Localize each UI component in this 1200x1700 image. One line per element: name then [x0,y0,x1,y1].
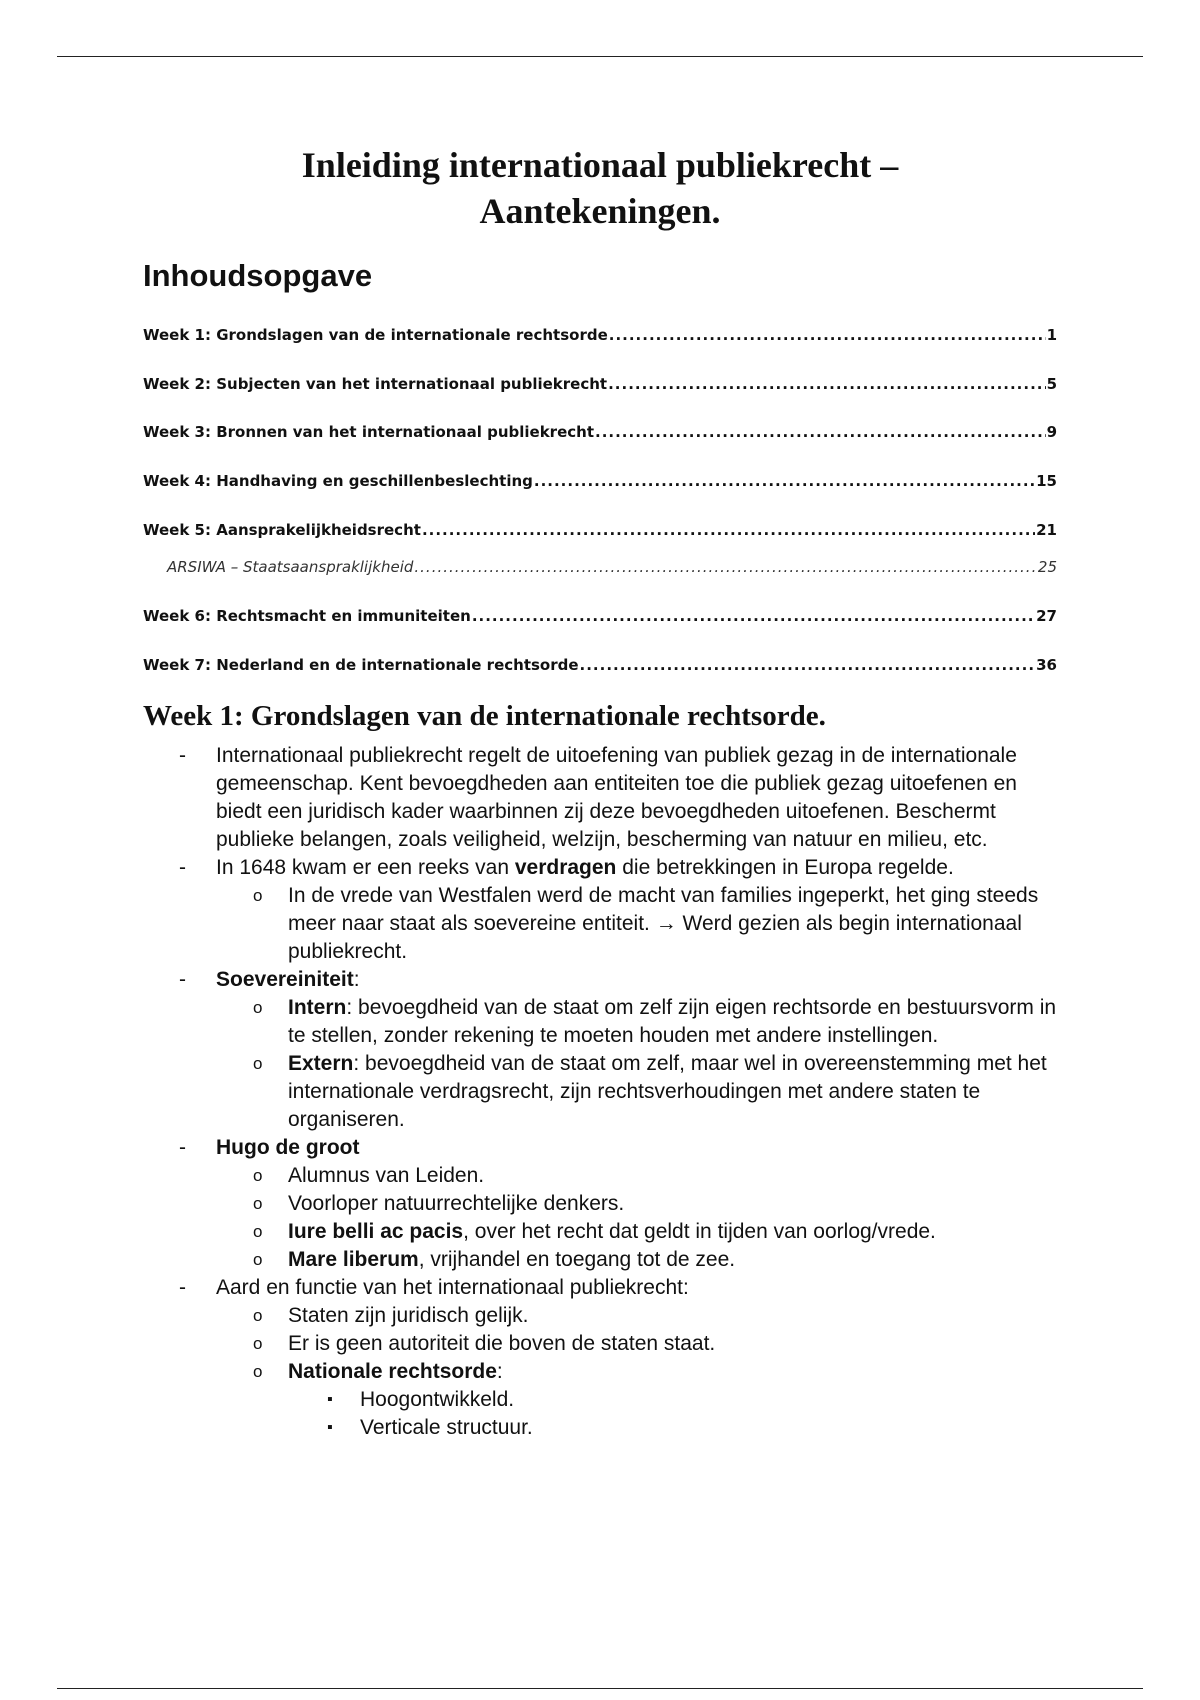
list-item: o In de vrede van Westfalen werd de macht van families ingeperkt, het ging steeds meer naar staat als soevereine entiteit. → Werd gezien als begin internationaal publiekrecht. [253,884,1039,963]
list-item: o Mare liberum, vrijhandel en toegang tot de zee. [143,1246,1063,1274]
toc-entry-arsiwa[interactable]: ARSIWA – Staatsaanspraklijkheid ..... 25 [167,558,1057,576]
circle-bullet: o [253,886,263,905]
circle-bullet: o [253,1194,263,1213]
dash-bullet: - [179,856,186,879]
list-item: o Iure belli ac pacis, over het recht dat geldt in tijden van oorlog/vrede. [143,1218,1063,1246]
list-item: o Alumnus van Leiden. [143,1162,1063,1190]
document-title [0,142,1200,234]
circle-bullet: o [253,1166,263,1185]
list-item: - Hugo de groot [143,1134,1063,1162]
list-item: - In 1648 kwam er een reeks van verdragen die betrekkingen in Europa regelde. [143,854,1063,882]
circle-bullet: o [253,1250,263,1269]
circle-bullet: o [253,1054,263,1073]
page-top-rule [57,56,1143,57]
toc-entry-week-4[interactable]: Week 4: Handhaving en geschillenbeslechting ..... 15 [143,472,1057,490]
dash-bullet: - [179,1276,186,1299]
toc-entry-week-5[interactable]: Week 5: Aansprakelijkheidsrecht ..... 21 [143,521,1057,539]
toc-entry-week-6[interactable]: Week 6: Rechtsmacht en immuniteiten ..... 27 [143,607,1057,625]
list-item: ▪ Verticale structuur. [143,1414,1063,1442]
toc-entry-week-7[interactable]: Week 7: Nederland en de internationale rechtsorde ..... 36 [143,656,1057,674]
document-title-line-1: Inleiding internationaal publiekrecht – [301,145,899,185]
list-item: o Voorloper natuurrechtelijke denkers. [143,1190,1063,1218]
toc-entry-week-1[interactable]: Week 1: Grondslagen van de internationale rechtsorde ..... 1 [143,326,1057,344]
square-bullet: ▪ [327,1391,333,1408]
page-bottom-rule [57,1688,1143,1689]
list-item: - Aard en functie van het internationaal publiekrecht: [143,1274,1063,1302]
circle-bullet: o [253,1334,263,1353]
circle-bullet: o [253,1362,263,1381]
document-title-line-2: Aantekeningen. [479,191,721,231]
list-item: ▪ Hoogontwikkeld. [143,1386,1063,1414]
week-1-heading: Week 1: Grondslagen van de internationale rechtsorde. [143,700,826,732]
list-item: o Staten zijn juridisch gelijk. [143,1302,1063,1330]
circle-bullet: o [253,998,263,1017]
toc-entry-week-3[interactable]: Week 3: Bronnen van het internationaal publiekrecht ..... 9 [143,423,1057,441]
list-item: o Extern: bevoegdheid van de staat om zelf, maar wel in overeenstemming met het internationale verdragsrecht, zijn rechtsverhoudingen met andere staten te organiseren. [253,1052,1047,1131]
dash-bullet: - [179,968,186,991]
list-item: - Soevereiniteit: [143,966,1063,994]
list-item: o Er is geen autoriteit die boven de staten staat. [143,1330,1063,1358]
toc-entry-week-2[interactable]: Week 2: Subjecten van het internationaal publiekrecht ..... 5 [143,375,1057,393]
toc-heading: Inhoudsopgave [143,258,373,293]
dash-bullet: - [179,744,186,767]
circle-bullet: o [253,1222,263,1241]
list-item: o Intern: bevoegdheid van de staat om zelf zijn eigen rechtsorde en bestuursvorm in te stellen, zonder rekening te moeten houden met andere instellingen. [253,996,1057,1047]
dash-bullet: - [179,1136,186,1159]
square-bullet: ▪ [327,1419,333,1436]
list-item: - Internationaal publiekrecht regelt de uitoefening van publiek gezag in de internationale gemeenschap. Kent bevoegdheden aan entiteiten toe die publiek gezag uitoefenen en biedt een juridisch kader waarbinnen zij deze bevoegdheden uitoefenen. Beschermt publieke belangen, zoals veiligheid, welzijn, bescherming van natuur en milieu, etc. [179,744,1017,851]
circle-bullet: o [253,1306,263,1325]
week-1-notes [143,742,1063,1442]
list-item: o Nationale rechtsorde: [143,1358,1063,1386]
